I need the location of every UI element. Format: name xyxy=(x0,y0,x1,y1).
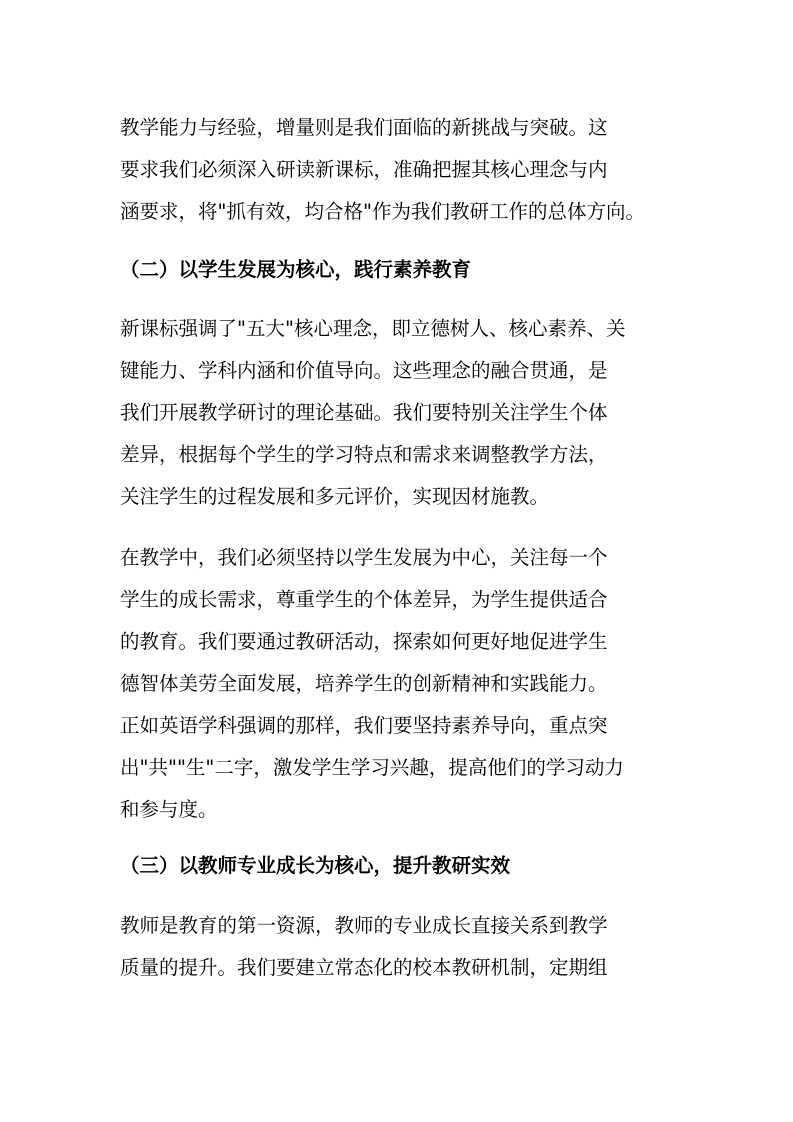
text-line: 学生的成长需求，尊重学生的个体差异，为学生提供适合 xyxy=(120,588,608,611)
section-heading-2 xyxy=(120,249,690,291)
text-line: 新课标强调了"五大"核心理念，即立德树人、核心素养、关 xyxy=(120,317,626,340)
heading-text: （三）以教师专业成长为核心，提升教研实效 xyxy=(120,854,511,877)
text-line: 关注学生的过程发展和多元评价，实现因材施教。 xyxy=(120,485,550,508)
text-line: 德智体美劳全面发展，培养学生的创新精神和实践能力。 xyxy=(120,672,608,695)
text-line: 我们开展教学研讨的理论基础。我们要特别关注学生个体 xyxy=(120,401,608,424)
paragraph-3 xyxy=(120,537,690,831)
text-line: 正如英语学科强调的那样，我们要坚持素养导向，重点突 xyxy=(120,714,608,737)
text-line: 教学能力与经验，增量则是我们面临的新挑战与突破。这 xyxy=(120,116,608,139)
text-line: 质量的提升。我们要建立常态化的校本教研机制，定期组 xyxy=(120,956,608,979)
text-line: 和参与度。 xyxy=(120,798,218,821)
text-line: 教师是教育的第一资源，教师的专业成长直接关系到教学 xyxy=(120,914,608,937)
text-line: 涵要求，将"抓有效，均合格"作为我们教研工作的总体方向。 xyxy=(120,200,645,223)
heading-text: （二）以学生发展为核心，践行素养教育 xyxy=(120,258,472,281)
text-line: 在教学中，我们必须坚持以学生发展为中心，关注每一个 xyxy=(120,546,608,569)
text-line: 要求我们必须深入研读新课标，准确把握其核心理念与内 xyxy=(120,158,608,181)
paragraph-2 xyxy=(120,308,690,518)
section-heading-3 xyxy=(120,845,690,887)
text-line: 键能力、学科内涵和价值导向。这些理念的融合贯通，是 xyxy=(120,359,608,382)
text-line: 的教育。我们要通过教研活动，探索如何更好地促进学生 xyxy=(120,630,608,653)
text-line: 出"共""生"二字，激发学生学习兴趣，提高他们的学习动力 xyxy=(120,756,624,779)
paragraph-4 xyxy=(120,905,690,989)
paragraph-1 xyxy=(120,107,690,233)
text-line: 差异，根据每个学生的学习特点和需求来调整教学方法， xyxy=(120,443,608,466)
